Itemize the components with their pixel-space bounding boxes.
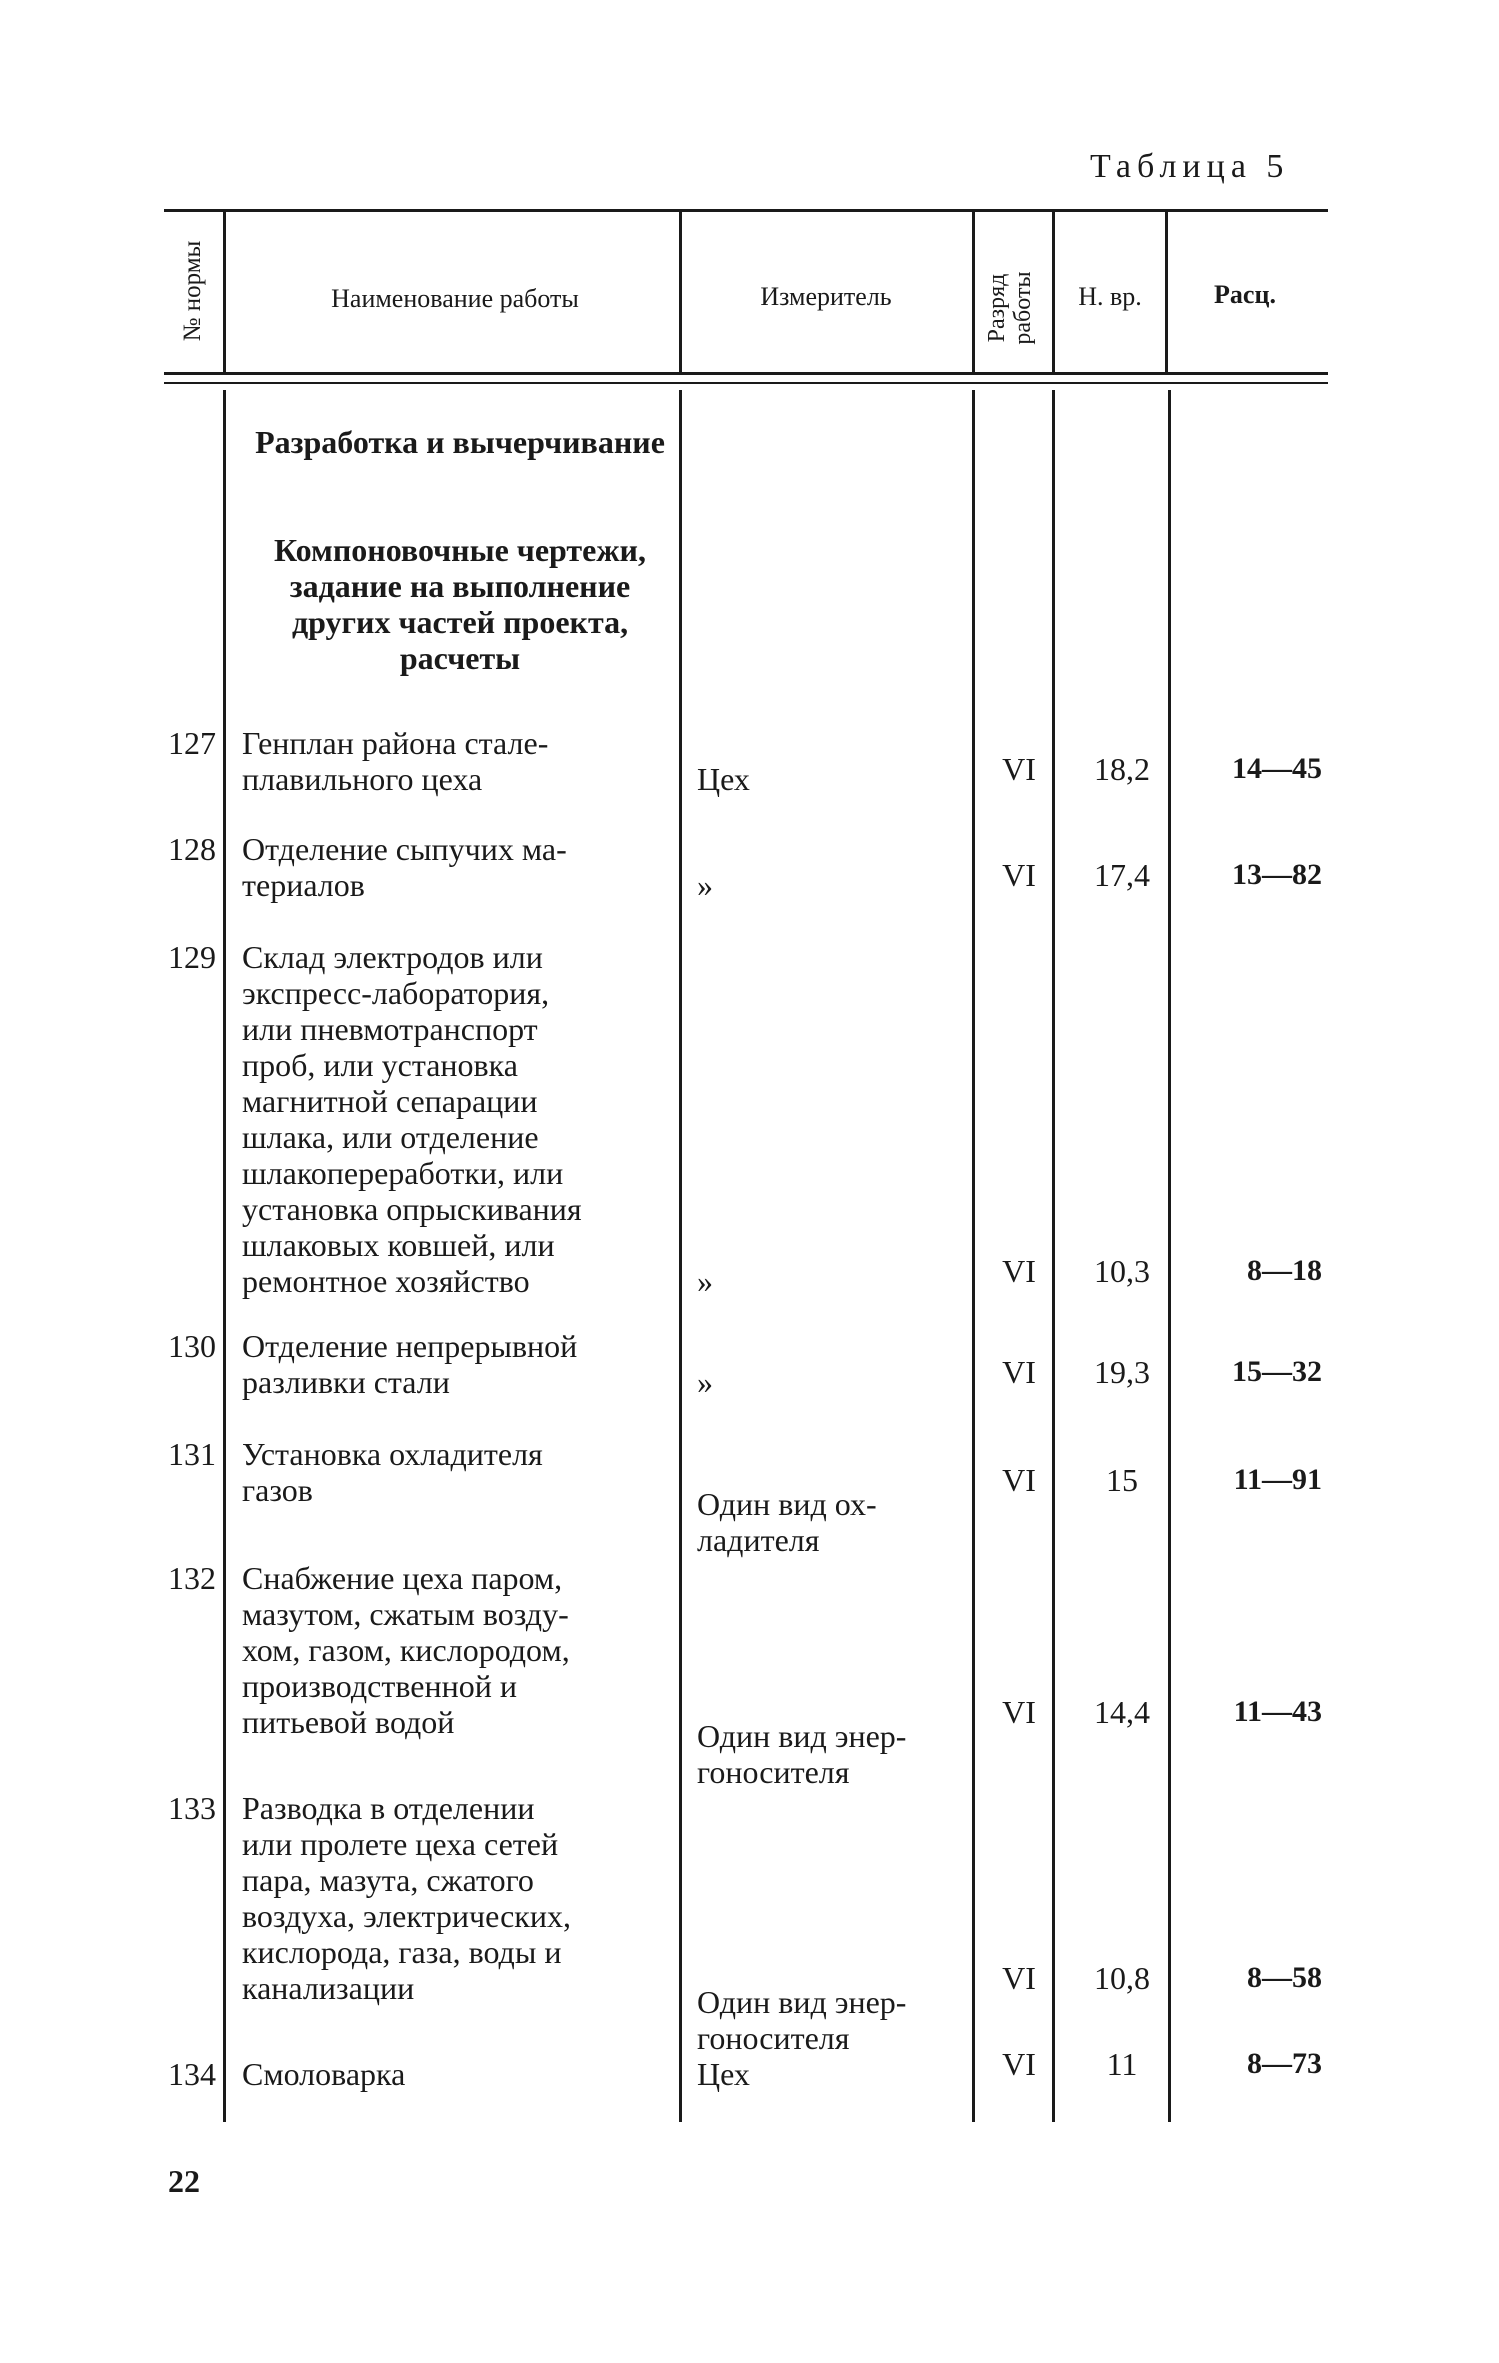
work-name-line: производственной и (242, 1668, 517, 1704)
header-work-name: Наименование работы (331, 284, 579, 313)
header-grade: Разряд работы (984, 271, 1036, 345)
work-name-line: магнитной сепарации (242, 1083, 538, 1119)
work-name (242, 1560, 666, 1740)
row-number: 134 (168, 2056, 216, 2092)
measure-unit-line: Один вид энер- (697, 1718, 907, 1754)
work-name (242, 725, 666, 797)
rate-value: 8—58 (1247, 1961, 1322, 1994)
table-caption: Таблица 5 (1090, 148, 1290, 185)
rate-value: 14—45 (1232, 752, 1322, 785)
rate-value: 11—43 (1233, 1695, 1322, 1728)
measure-unit-line: гоносителя (697, 2020, 850, 2056)
page-number: 22 (168, 2163, 200, 2199)
work-name-line: питьевой водой (242, 1704, 455, 1740)
work-name-line: териалов (242, 867, 365, 903)
work-name-line: кислорода, газа, воды и (242, 1934, 562, 1970)
work-name-line: воздуха, электрических, (242, 1898, 571, 1934)
section-subtitle: Компоновочные чертежи, задание на выполнение других частей проекта, расчеты (274, 532, 646, 676)
row-number: 127 (168, 725, 216, 761)
work-name-line: или пролете цеха сетей (242, 1826, 559, 1862)
time-norm-value: 10,3 (1094, 1253, 1150, 1289)
work-name-line: Смоловарка (242, 2056, 406, 2092)
time-norm-value: 11 (1106, 2046, 1138, 2082)
rate-value: 13—82 (1232, 858, 1322, 891)
measure-unit: » (697, 867, 713, 903)
work-name-line: шлаковых ковшей, или (242, 1227, 555, 1263)
header-divider-3 (972, 212, 975, 372)
row-number: 133 (168, 1790, 216, 1826)
measure-unit-line: ладителя (697, 1522, 820, 1558)
measure-unit-line: Один вид ох- (697, 1486, 877, 1522)
grade-value: VI (1002, 2046, 1036, 2082)
work-name (242, 2056, 666, 2092)
header-time-norm: Н. вр. (1078, 282, 1142, 311)
rate-value: 11—91 (1233, 1463, 1322, 1496)
work-name-line: ремонтное хозяйство (242, 1263, 530, 1299)
work-name-line: Снабжение цеха паром, (242, 1560, 563, 1596)
time-norm-value: 15 (1106, 1462, 1138, 1498)
rate-value: 8—18 (1247, 1254, 1322, 1287)
measure-unit: » (697, 1263, 713, 1299)
header-norm-no: № нормы (179, 240, 206, 342)
time-norm-value: 19,3 (1094, 1354, 1150, 1390)
row-number: 131 (168, 1436, 216, 1472)
work-name-line: Отделение непрерывной (242, 1328, 578, 1364)
measure-unit (697, 1486, 959, 1558)
row-number: 129 (168, 939, 216, 975)
time-norm-value: 10,8 (1094, 1960, 1150, 1996)
rate-value: 8—73 (1247, 2047, 1322, 2080)
rate-value: 15—32 (1232, 1355, 1322, 1388)
row-number: 128 (168, 831, 216, 867)
header-divider-1 (223, 212, 226, 372)
work-name-line: установка опрыскивания (242, 1191, 582, 1227)
work-name-line: разливки стали (242, 1364, 450, 1400)
section-title: Разработка и вычерчивание (255, 424, 665, 460)
work-name-line: плавильного цеха (242, 761, 483, 797)
header-bottom-rule (164, 372, 1328, 375)
measure-unit-line: гоносителя (697, 1754, 850, 1790)
work-name-line: хом, газом, кислородом, (242, 1632, 570, 1668)
grade-value: VI (1002, 1354, 1036, 1390)
work-name-line: Установка охладителя (242, 1436, 543, 1472)
time-norm-value: 17,4 (1094, 857, 1150, 893)
work-name-line: Склад электродов или (242, 939, 543, 975)
measure-unit: » (697, 1364, 713, 1400)
header-divider-5 (1165, 212, 1168, 372)
work-name (242, 831, 666, 903)
work-name-line: шлака, или отделение (242, 1119, 539, 1155)
work-name (242, 939, 666, 1299)
header-divider-2 (679, 212, 682, 372)
work-name (242, 1436, 666, 1508)
row-number: 132 (168, 1560, 216, 1596)
header-bottom-rule-2 (164, 382, 1328, 384)
work-name-line: экспресс-лаборатория, (242, 975, 550, 1011)
measure-unit-line: Один вид энер- (697, 1984, 907, 2020)
measure-unit: Цех (697, 2056, 750, 2092)
measure-unit (697, 1984, 959, 2056)
work-name-line: Генплан района стале- (242, 725, 549, 761)
body-divider-3 (972, 390, 975, 2122)
header-rate: Расц. (1214, 280, 1276, 309)
work-name (242, 1790, 666, 2006)
work-name-line: Разводка в отделении (242, 1790, 535, 1826)
grade-value: VI (1002, 857, 1036, 893)
work-name-line: или пневмотранспорт (242, 1011, 538, 1047)
time-norm-value: 14,4 (1094, 1694, 1150, 1730)
grade-value: VI (1002, 1253, 1036, 1289)
row-number: 130 (168, 1328, 216, 1364)
work-name-line: мазутом, сжатым возду- (242, 1596, 569, 1632)
work-name-line: шлакопереработки, или (242, 1155, 564, 1191)
work-name-line: газов (242, 1472, 313, 1508)
grade-value: VI (1002, 1462, 1036, 1498)
body-divider-1 (223, 390, 226, 2122)
time-norm-value: 18,2 (1094, 751, 1150, 787)
work-name-line: пара, мазута, сжатого (242, 1862, 534, 1898)
table-top-rule (164, 209, 1328, 212)
measure-unit (697, 1718, 959, 1790)
grade-value: VI (1002, 1694, 1036, 1730)
work-name-line: канализации (242, 1970, 415, 2006)
measure-unit: Цех (697, 761, 750, 797)
work-name-line: проб, или установка (242, 1047, 518, 1083)
header-measure: Измеритель (760, 282, 892, 311)
grade-value: VI (1002, 751, 1036, 787)
grade-value: VI (1002, 1960, 1036, 1996)
work-name (242, 1328, 666, 1400)
work-name-line: Отделение сыпучих ма- (242, 831, 567, 867)
